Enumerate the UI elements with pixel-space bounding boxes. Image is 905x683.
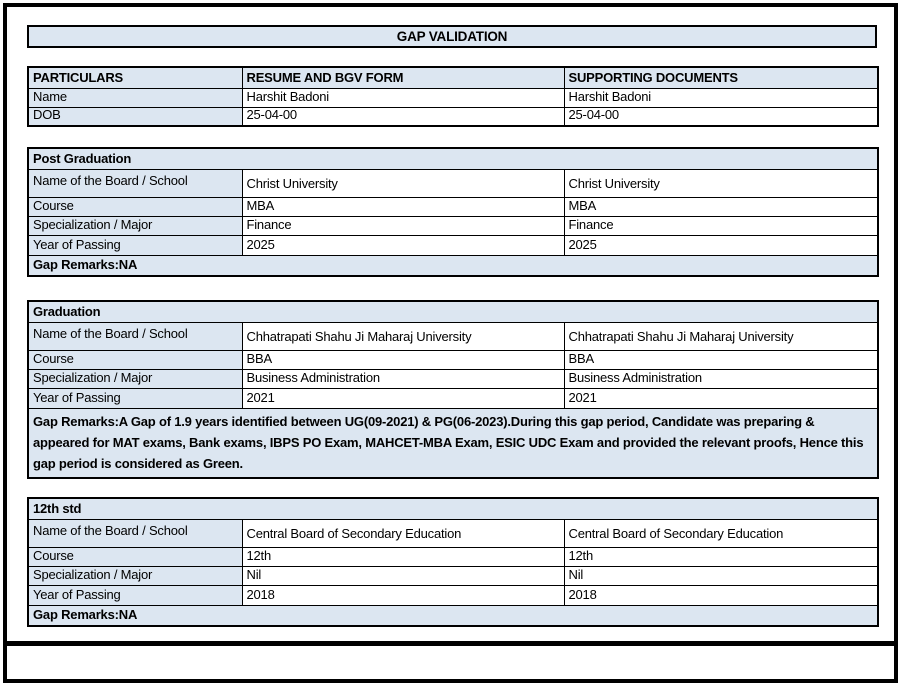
table-row-name — [28, 88, 878, 107]
table-row-course — [28, 547, 878, 566]
table-row-year-of-passing — [28, 585, 878, 605]
supporting-value: Chhatrapati Shahu Ji Maharaj University — [564, 322, 878, 350]
table-row-course — [28, 350, 878, 369]
table-row-specialization — [28, 369, 878, 388]
row-label: Name of the Board / School — [28, 322, 242, 350]
supporting-value: 25-04-00 — [564, 107, 878, 126]
supporting-value: Christ University — [564, 169, 878, 197]
row-label: Course — [28, 350, 242, 369]
row-label: Specialization / Major — [28, 566, 242, 585]
column-header-supporting-docs: SUPPORTING DOCUMENTS — [564, 67, 878, 88]
document-title: GAP VALIDATION — [396, 29, 508, 44]
gap-remarks-text: Gap Remarks:NA — [28, 255, 878, 276]
document-title-bar — [27, 25, 877, 48]
supporting-value: 2018 — [564, 585, 878, 605]
row-label: Specialization / Major — [28, 369, 242, 388]
section-header-row — [28, 301, 878, 322]
section-title: Graduation — [28, 301, 878, 322]
post-graduation-table — [27, 147, 879, 277]
gap-remarks-text: Gap Remarks:NA — [28, 605, 878, 626]
resume-value: Central Board of Secondary Education — [242, 519, 564, 547]
identity-table — [27, 66, 879, 127]
supporting-value: Harshit Badoni — [564, 88, 878, 107]
graduation-table — [27, 300, 879, 479]
row-label: Specialization / Major — [28, 216, 242, 235]
table-row-year-of-passing — [28, 388, 878, 408]
resume-value: Business Administration — [242, 369, 564, 388]
resume-value: 25-04-00 — [242, 107, 564, 126]
resume-value: 12th — [242, 547, 564, 566]
column-header-resume-bgv: RESUME AND BGV FORM — [242, 67, 564, 88]
table-row-course — [28, 197, 878, 216]
gap-remarks-text: Gap Remarks:A Gap of 1.9 years identified between UG(09-2021) & PG(06-2023).During this gap period, Candidate was preparing & appeared for MAT exams, Bank exams, IBPS PO Exam, MAHCET-MBA Exam, ESIC UDC Exam and provided the relevant proofs, Hence this gap period is considered as Green. — [28, 408, 878, 478]
row-label: Name — [28, 88, 242, 107]
resume-value: Nil — [242, 566, 564, 585]
section-header-row — [28, 148, 878, 169]
table-row-board — [28, 322, 878, 350]
resume-value: BBA — [242, 350, 564, 369]
gap-remarks-row — [28, 255, 878, 276]
row-label: Year of Passing — [28, 388, 242, 408]
supporting-value: MBA — [564, 197, 878, 216]
gap-remarks-row — [28, 408, 878, 478]
supporting-value: Nil — [564, 566, 878, 585]
gap-remarks-row — [28, 605, 878, 626]
column-header-particulars: PARTICULARS — [28, 67, 242, 88]
supporting-value: 2021 — [564, 388, 878, 408]
section-header-row — [28, 498, 878, 519]
resume-value: 2021 — [242, 388, 564, 408]
resume-value: Finance — [242, 216, 564, 235]
supporting-value: Central Board of Secondary Education — [564, 519, 878, 547]
table-row-year-of-passing — [28, 235, 878, 255]
supporting-value: 12th — [564, 547, 878, 566]
resume-value: Chhatrapati Shahu Ji Maharaj University — [242, 322, 564, 350]
table-row-dob — [28, 107, 878, 126]
table-row-specialization — [28, 216, 878, 235]
resume-value: MBA — [242, 197, 564, 216]
table-row-board — [28, 169, 878, 197]
table-row-specialization — [28, 566, 878, 585]
resume-value: Christ University — [242, 169, 564, 197]
resume-value: Harshit Badoni — [242, 88, 564, 107]
identity-header-row — [28, 67, 878, 88]
section-title: Post Graduation — [28, 148, 878, 169]
row-label: Course — [28, 547, 242, 566]
table-row-board — [28, 519, 878, 547]
row-label: DOB — [28, 107, 242, 126]
row-label: Name of the Board / School — [28, 169, 242, 197]
twelfth-std-table — [27, 497, 879, 627]
row-label: Year of Passing — [28, 235, 242, 255]
resume-value: 2018 — [242, 585, 564, 605]
row-label: Name of the Board / School — [28, 519, 242, 547]
row-label: Course — [28, 197, 242, 216]
supporting-value: BBA — [564, 350, 878, 369]
section-title: 12th std — [28, 498, 878, 519]
supporting-value: 2025 — [564, 235, 878, 255]
supporting-value: Finance — [564, 216, 878, 235]
page-break-rule — [7, 641, 894, 646]
row-label: Year of Passing — [28, 585, 242, 605]
supporting-value: Business Administration — [564, 369, 878, 388]
resume-value: 2025 — [242, 235, 564, 255]
